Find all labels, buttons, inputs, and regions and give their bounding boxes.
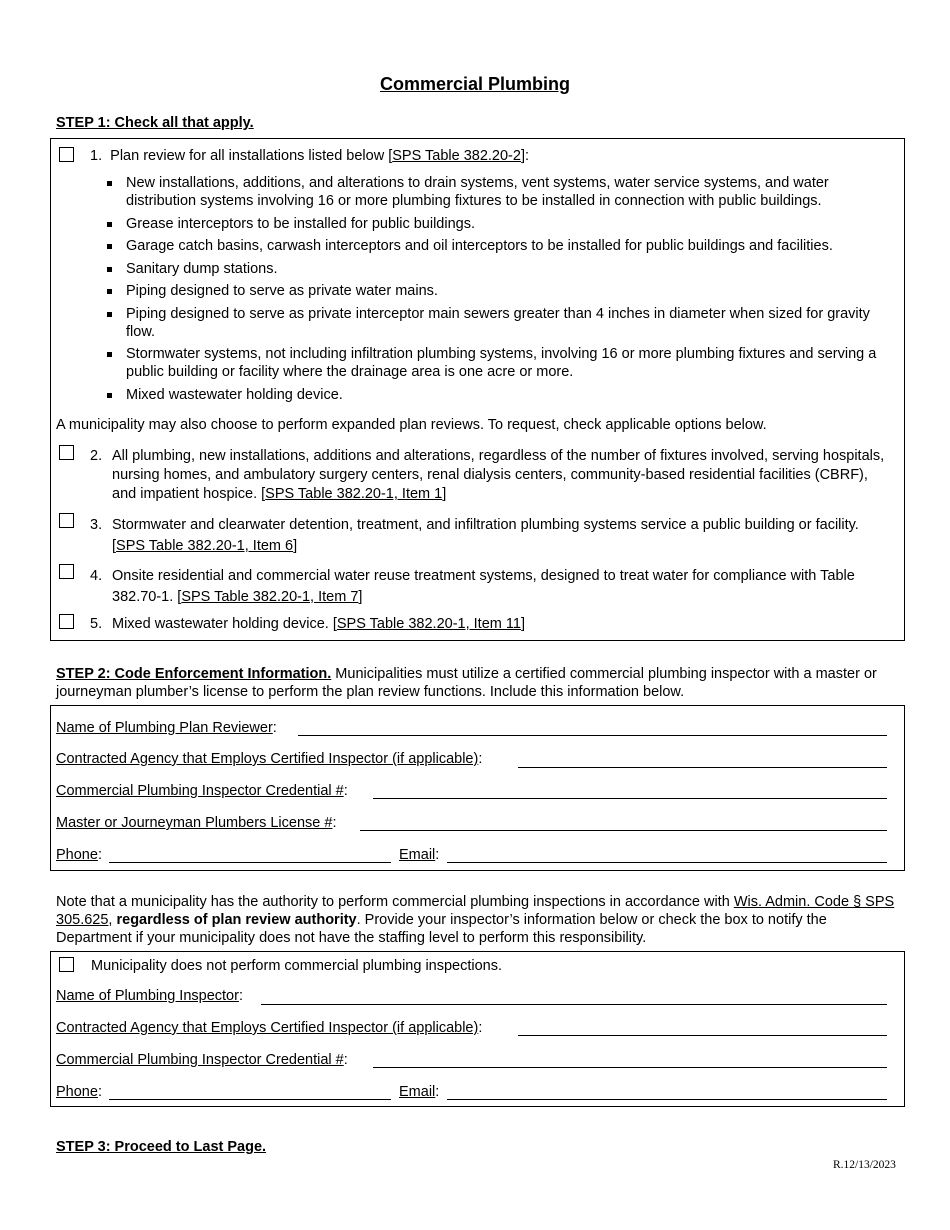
bullet-icon — [107, 267, 112, 272]
bullet-icon — [107, 352, 112, 357]
bullet-icon — [107, 222, 112, 227]
inspection-phone-field[interactable] — [109, 1099, 391, 1100]
bullet-icon — [107, 289, 112, 294]
inspector-label: Name of Plumbing Inspector: — [56, 988, 243, 1004]
phone-label: Phone: — [56, 847, 102, 863]
sps-table-link[interactable]: SPS Table 382.20-1, Item 7 — [181, 589, 359, 605]
inspection-credential-label: Commercial Plumbing Inspector Credential #: — [56, 1052, 348, 1068]
no-inspection-checkbox[interactable] — [59, 957, 74, 972]
plan-review-checkbox[interactable] — [59, 147, 74, 162]
phone-field[interactable] — [109, 862, 391, 863]
inspection-credential-field[interactable] — [373, 1067, 887, 1068]
step2-heading: STEP 2: Code Enforcement Information. — [56, 666, 332, 682]
admin-code-link[interactable]: Wis. Admin. Code § SPS 305.625 — [56, 894, 895, 928]
list-item: Piping designed to serve as private interceptor main sewers greater than 4 inches in diameter when sized for gravity flow. — [107, 305, 892, 341]
inspection-email-label: Email: — [399, 1084, 440, 1100]
credential-label: Commercial Plumbing Inspector Credential #: — [56, 783, 348, 799]
step2-intro: STEP 2: Code Enforcement Information. Municipalities must utilize a certified commercial plumbing inspector with a master or journeyman plumber’s license to perform the plan review functions. Include this information below. — [56, 666, 877, 700]
sps-table-link[interactable]: SPS Table 382.20-1, Item 6 — [116, 538, 294, 554]
list-item: Mixed wastewater holding device. — [107, 386, 892, 404]
item4-checkbox[interactable] — [59, 564, 74, 579]
item3: 3. Stormwater and clearwater detention, treatment, and infiltration plumbing systems service a public building or facility. [SPS Table 382.20-1, Item 6] — [90, 517, 859, 554]
no-inspection-label: Municipality does not perform commercial plumbing inspections. — [91, 958, 503, 974]
inspection-agency-label: Contracted Agency that Employs Certified Inspector (if applicable): — [56, 1020, 483, 1036]
bullet-icon — [107, 181, 112, 186]
sps-table-link[interactable]: SPS Table 382.20-2 — [392, 148, 521, 164]
license-field[interactable] — [360, 830, 887, 831]
list-item: New installations, additions, and alterations to drain systems, vent systems, water service systems, and water distribution systems involving 16 or more plumbing fixtures to be installed in connection with public buildings. — [107, 174, 892, 210]
list-item: Piping designed to serve as private water mains. — [107, 282, 892, 300]
revision-date: R.12/13/2023 — [833, 1159, 896, 1171]
list-item: Stormwater systems, not including infiltration plumbing systems, involving 16 or more plumbing fixtures and serving a public building or facility where the drainage area is one acre or more. — [107, 345, 892, 381]
inspection-agency-field[interactable] — [518, 1035, 887, 1036]
sps-table-link[interactable]: SPS Table 382.20-1, Item 1 — [265, 486, 443, 502]
email-field[interactable] — [447, 862, 887, 863]
sps-table-link[interactable]: SPS Table 382.20-1, Item 11 — [336, 616, 521, 632]
inspection-email-field[interactable] — [447, 1099, 887, 1100]
plan-review-bullets — [107, 174, 892, 408]
step3-heading: STEP 3: Proceed to Last Page. — [56, 1139, 267, 1155]
item2-checkbox[interactable] — [59, 445, 74, 460]
agency-label: Contracted Agency that Employs Certified Inspector (if applicable): — [56, 751, 483, 767]
item5: 5. Mixed wastewater holding device. [SPS Table 382.20-1, Item 11] — [90, 616, 525, 632]
bullet-icon — [107, 393, 112, 398]
expanded-review-note: A municipality may also choose to perform expanded plan reviews. To request, check applicable options below. — [56, 417, 767, 433]
step1-heading: STEP 1: Check all that apply. — [56, 115, 254, 131]
item2: 2. All plumbing, new installations, additions and alterations, regardless of the number of fixtures involved, serving hospitals, nursing homes, and ambulatory surgery centers, renal dialysis centers, community-based residential facilities (CBRF), and impatient hospice. [SPS Table 382.20-1, Item 1] — [90, 448, 885, 502]
plan-review-text: Plan review for all installations listed below [ — [110, 148, 393, 164]
bullet-icon — [107, 312, 112, 317]
inspection-authority-note: Note that a municipality has the authority to perform commercial plumbing inspections in accordance with Wis. Admin. Code § SPS 305.625, regardless of plan review authority. Provide your inspector’s information below or check the box to notify the Department if your municipality does not have the staffing level to perform this responsibility. — [56, 894, 895, 946]
bullet-icon — [107, 244, 112, 249]
item4: 4. Onsite residential and commercial water reuse treatment systems, designed to treat water for compliance with Table 382.70-1. [SPS Table 382.20-1, Item 7] — [90, 568, 855, 605]
page-title: Commercial Plumbing — [379, 74, 571, 94]
email-label: Email: — [399, 847, 440, 863]
agency-field[interactable] — [518, 767, 887, 768]
reviewer-field[interactable] — [298, 735, 887, 736]
inspector-field[interactable] — [261, 1004, 887, 1005]
inspection-phone-label: Phone: — [56, 1084, 102, 1100]
plan-review-item: 1. Plan review for all installations listed below [SPS Table 382.20-2]: — [90, 148, 530, 164]
list-item: Grease interceptors to be installed for public buildings. — [107, 215, 892, 233]
list-item: Garage catch basins, carwash interceptors and oil interceptors to be installed for public buildings and facilities. — [107, 237, 892, 255]
license-label: Master or Journeyman Plumbers License #: — [56, 815, 337, 831]
reviewer-label: Name of Plumbing Plan Reviewer: — [56, 720, 277, 736]
credential-field[interactable] — [373, 798, 887, 799]
item5-checkbox[interactable] — [59, 614, 74, 629]
item3-checkbox[interactable] — [59, 513, 74, 528]
list-item: Sanitary dump stations. — [107, 260, 892, 278]
